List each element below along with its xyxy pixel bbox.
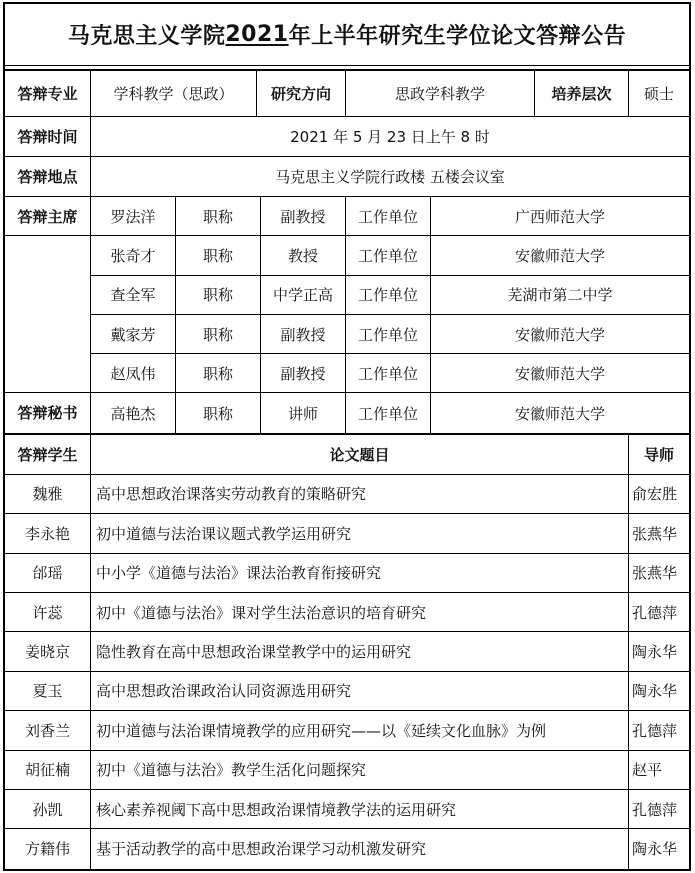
secretary-label: 答辩秘书: [17, 404, 78, 422]
advisor-name: 陶永华: [632, 643, 678, 662]
unit-label: 工作单位: [346, 276, 431, 314]
defense-announcement-document: [3, 2, 691, 871]
member-title: 中学正高: [261, 276, 346, 314]
thesis-title: 基于活动教学的高中思想政治课学习动机激发研究: [91, 829, 629, 868]
member-unit: 安徽师范大学: [514, 364, 605, 383]
committee-section: [5, 197, 689, 433]
level-value: 硕士: [643, 85, 674, 103]
member-title: 副教授: [261, 315, 346, 353]
member-name: 张奇才: [91, 236, 176, 274]
student-name: 方籍伟: [5, 829, 91, 868]
time-label: 答辩时间: [5, 117, 91, 156]
thesis-title: 隐性教育在高中思想政治课堂教学中的运用研究: [91, 632, 629, 670]
committee-member-row: [91, 276, 689, 315]
committee-member-row: [91, 354, 689, 393]
student-row: [5, 514, 689, 553]
student-name: 姜晓京: [5, 632, 91, 670]
title-prefix: 马克思主义学院: [67, 24, 226, 49]
place-row: [5, 157, 689, 197]
unit-label: 工作单位: [346, 197, 431, 235]
member-unit: 芜湖市第二中学: [507, 286, 613, 305]
level-label: 培养层次: [535, 71, 629, 116]
spec-row: [5, 71, 689, 117]
member-unit: 安徽师范大学: [514, 325, 605, 344]
thesis-title: 高中思想政治课落实劳动教育的策略研究: [91, 475, 629, 513]
advisor-name: 赵平: [632, 761, 663, 780]
thesis-title: 核心素养视阈下高中思想政治课情境教学法的运用研究: [91, 790, 629, 828]
advisor-name: 陶永华: [632, 840, 678, 859]
student-column-header: 答辩学生: [5, 435, 91, 474]
advisor-name: 孔德萍: [632, 800, 678, 819]
major-label: 答辩专业: [5, 71, 91, 116]
student-row: [5, 711, 689, 750]
thesis-title: 初中道德与法治课议题式教学运用研究: [91, 514, 629, 552]
student-row: [5, 632, 689, 671]
student-name: 李永艳: [5, 514, 91, 552]
thesis-column-header: 论文题目: [91, 435, 629, 474]
announcement-table: [5, 69, 689, 869]
unit-label: 工作单位: [346, 236, 431, 274]
title-label: 职称: [176, 393, 261, 432]
unit-label: 工作单位: [346, 315, 431, 353]
student-name: 许蕊: [5, 593, 91, 631]
member-title: 副教授: [261, 354, 346, 392]
place-label: 答辩地点: [5, 157, 91, 196]
time-value: 2021 年 5 月 23 日上午 8 时: [290, 128, 490, 146]
member-unit: 广西师范大学: [514, 207, 605, 226]
member-title: 副教授: [261, 197, 346, 235]
committee-role-column: [5, 197, 91, 433]
students-section: [5, 433, 689, 869]
secretary-row: [91, 393, 689, 432]
student-row: [5, 593, 689, 632]
member-unit: 安徽师范大学: [514, 246, 605, 265]
student-name: 胡征楠: [5, 751, 91, 789]
advisor-name: 孔德萍: [632, 603, 678, 622]
advisor-name: 孔德萍: [632, 721, 678, 740]
committee-member-row: [91, 315, 689, 354]
student-row: [5, 829, 689, 868]
member-title: 教授: [261, 236, 346, 274]
student-name: 魏雅: [5, 475, 91, 513]
student-name: 孙凯: [5, 790, 91, 828]
title-label: 职称: [176, 197, 261, 235]
member-name: 罗法洋: [91, 197, 176, 235]
member-name: 赵凤伟: [91, 354, 176, 392]
title-label: 职称: [176, 276, 261, 314]
time-row: [5, 117, 689, 157]
student-name: 刘香兰: [5, 711, 91, 749]
member-title: 讲师: [261, 393, 346, 432]
unit-label: 工作单位: [346, 393, 431, 432]
title-year-underlined: 2021: [225, 22, 289, 47]
advisor-name: 张燕华: [632, 564, 678, 583]
advisor-name: 陶永华: [632, 682, 678, 701]
chair-merged-empty-cell: [5, 236, 90, 393]
thesis-title: 初中《道德与法治》教学生活化问题探究: [91, 751, 629, 789]
committee-member-row: [91, 197, 689, 236]
member-name: 查全军: [91, 276, 176, 314]
major-value: 学科教学（思政）: [91, 71, 257, 116]
student-row: [5, 751, 689, 790]
member-name: 戴家芳: [91, 315, 176, 353]
advisor-name: 张燕华: [632, 524, 678, 543]
student-name: 夏玉: [5, 672, 91, 710]
advisor-column-header: 导师: [643, 445, 674, 464]
title-suffix: 年上半年研究生学位论文答辩公告: [288, 24, 627, 49]
member-name: 高艳杰: [91, 393, 176, 432]
student-row: [5, 672, 689, 711]
page-title: [5, 4, 689, 66]
place-value: 马克思主义学院行政楼 五楼会议室: [275, 168, 505, 186]
committee-members: [91, 197, 689, 433]
member-unit: 安徽师范大学: [514, 404, 605, 423]
thesis-title: 中小学《道德与法治》课法治教育衔接研究: [91, 554, 629, 592]
title-label: 职称: [176, 236, 261, 274]
chair-label: 答辩主席: [5, 197, 90, 236]
thesis-title: 高中思想政治课政治认同资源选用研究: [91, 672, 629, 710]
title-label: 职称: [176, 315, 261, 353]
student-row: [5, 790, 689, 829]
title-label: 职称: [176, 354, 261, 392]
committee-member-row: [91, 236, 689, 275]
student-row: [5, 475, 689, 514]
direction-value: 思政学科教学: [346, 71, 535, 116]
direction-label: 研究方向: [257, 71, 346, 116]
thesis-title: 初中道德与法治课情境教学的应用研究——以《延续文化血脉》为例: [91, 711, 629, 749]
students-header-row: [5, 435, 689, 475]
student-row: [5, 554, 689, 593]
thesis-title: 初中《道德与法治》课对学生法治意识的培育研究: [91, 593, 629, 631]
unit-label: 工作单位: [346, 354, 431, 392]
advisor-name: 俞宏胜: [632, 485, 678, 504]
student-name: 邰瑶: [5, 554, 91, 592]
